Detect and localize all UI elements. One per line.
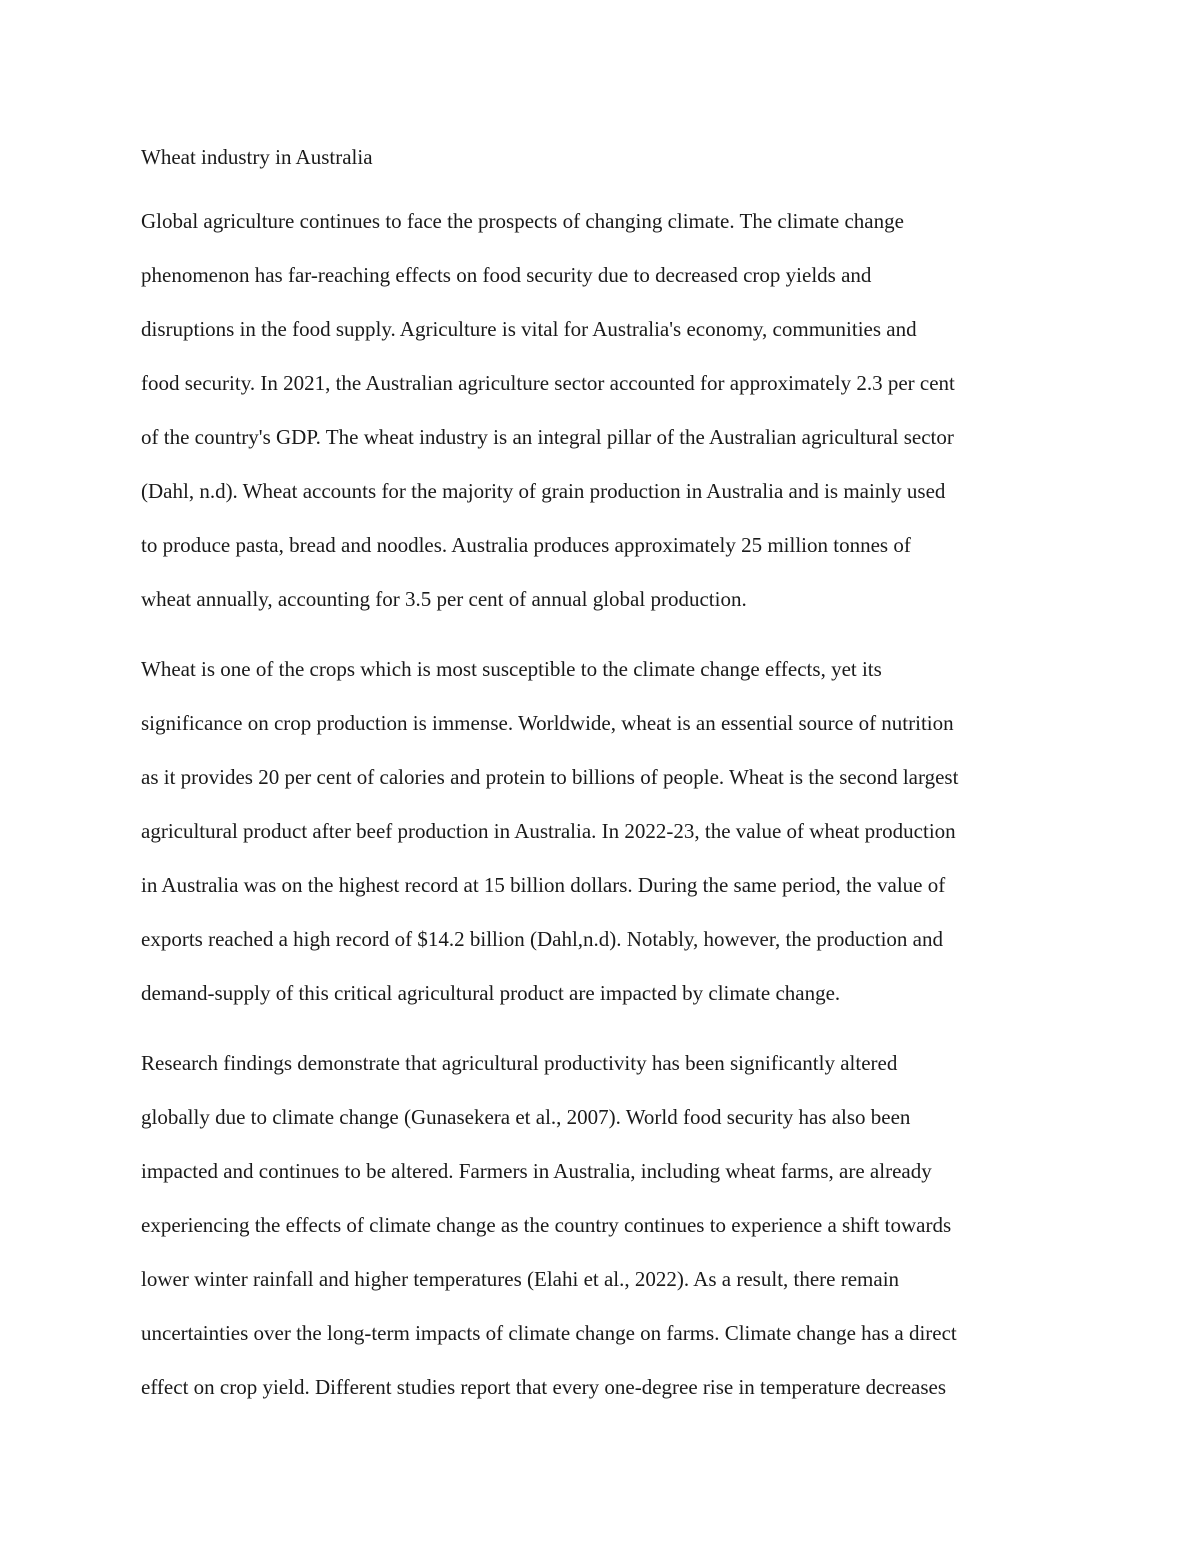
text-line: demand-supply of this critical agricultural product are impacted by climate change. bbox=[141, 981, 841, 1005]
text-line: agricultural product after beef production in Australia. In 2022-23, the value of wheat production bbox=[141, 819, 956, 843]
text-line: Global agriculture continues to face the prospects of changing climate. The climate change bbox=[141, 209, 904, 233]
text-line: Research findings demonstrate that agricultural productivity has been significantly altered bbox=[141, 1051, 898, 1075]
text-line: experiencing the effects of climate change as the country continues to experience a shift towards bbox=[141, 1213, 952, 1237]
text-line: to produce pasta, bread and noodles. Australia produces approximately 25 million tonnes of bbox=[141, 533, 911, 557]
text-line: food security. In 2021, the Australian agriculture sector accounted for approximately 2.3 per cent bbox=[141, 371, 955, 395]
text-line: significance on crop production is immense. Worldwide, wheat is an essential source of nutrition bbox=[141, 711, 954, 735]
text-line: lower winter rainfall and higher temperatures (Elahi et al., 2022). As a result, there remain bbox=[141, 1267, 900, 1291]
text-line: Wheat is one of the crops which is most susceptible to the climate change effects, yet its bbox=[141, 657, 882, 681]
text-line: in Australia was on the highest record at 15 billion dollars. During the same period, the value of bbox=[141, 873, 946, 897]
text-line: impacted and continues to be altered. Farmers in Australia, including wheat farms, are already bbox=[141, 1159, 932, 1183]
document-body bbox=[141, 140, 1071, 1430]
text-line: uncertainties over the long-term impacts of climate change on farms. Climate change has a direct bbox=[141, 1321, 957, 1345]
text-line: wheat annually, accounting for 3.5 per cent of annual global production. bbox=[141, 587, 747, 611]
text-line: of the country's GDP. The wheat industry is an integral pillar of the Australian agricultural sector bbox=[141, 425, 954, 449]
paragraph-research-findings bbox=[141, 1036, 1071, 1414]
text-line: effect on crop yield. Different studies report that every one-degree rise in temperature decreases bbox=[141, 1375, 947, 1399]
text-line: disruptions in the food supply. Agriculture is vital for Australia's economy, communities and bbox=[141, 317, 917, 341]
text-line: globally due to climate change (Gunasekera et al., 2007). World food security has also been bbox=[141, 1105, 911, 1129]
text-line: phenomenon has far-reaching effects on food security due to decreased crop yields and bbox=[141, 263, 872, 287]
text-line: as it provides 20 per cent of calories and protein to billions of people. Wheat is the second largest bbox=[141, 765, 959, 789]
paragraph-intro bbox=[141, 194, 1071, 626]
text-line: exports reached a high record of $14.2 billion (Dahl,n.d). Notably, however, the production and bbox=[141, 927, 943, 951]
paragraph-wheat-significance bbox=[141, 642, 1071, 1020]
document-title: Wheat industry in Australia bbox=[141, 145, 373, 169]
text-line: (Dahl, n.d). Wheat accounts for the majority of grain production in Australia and is mainly used bbox=[141, 479, 946, 503]
